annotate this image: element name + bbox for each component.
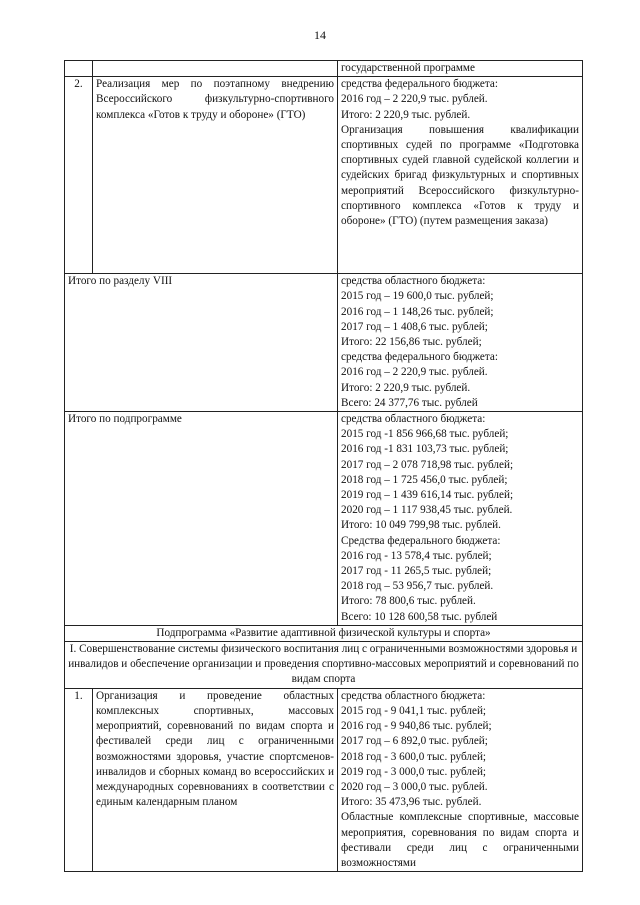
funding-line: 2017 год - 11 265,5 тыс. рублей;	[341, 565, 492, 578]
funding-line: средства областного бюджета:	[341, 689, 486, 702]
funding-line: Итого: 78 800,6 тыс. рублей.	[341, 595, 476, 608]
funding-line: Всего: 24 377,76 тыс. рублей	[341, 396, 478, 409]
funding-paragraph: Областные комплексные спортивные, массовые мероприятия, соревнования по видам спорта и фестивали среди лиц с ограниченными возможностями	[341, 811, 579, 869]
funding-line: 2018 год - 3 600,0 тыс. рублей;	[341, 750, 487, 763]
section-heading: I. Совершенствование системы физического воспитания лиц с ограниченными возможностями здоровья и инвалидов и обеспечение организации и проведения спортивно-массовых мероприятий и соревнований по видам спорта	[65, 642, 583, 689]
funding-line: 2020 год – 3 000,0 тыс. рублей.	[341, 780, 488, 793]
funding-line: Итого: 10 049 799,98 тыс. рублей.	[341, 519, 501, 532]
funding-line: 2016 год - 9 940,86 тыс. рублей;	[341, 720, 492, 733]
table-row	[65, 412, 583, 626]
funding-line: 2017 год – 6 892,0 тыс. рублей;	[341, 735, 488, 748]
funding-line: 2020 год – 1 117 938,45 тыс. рублей.	[341, 504, 513, 517]
funding-line: Средства федерального бюджета:	[341, 534, 501, 547]
table-row	[65, 625, 583, 641]
funding-line: 2016 год - 13 578,4 тыс. рублей;	[341, 549, 492, 562]
num-cell	[65, 61, 93, 77]
funding-line: 2016 год – 2 220,9 тыс. рублей.	[341, 366, 488, 379]
table-row	[65, 61, 583, 77]
funding-line: Итого: 2 220,9 тыс. рублей.	[341, 108, 471, 121]
funding-line: 2015 год -1 856 966,68 тыс. рублей;	[341, 428, 509, 441]
funding-line: 2017 год – 1 408,6 тыс. рублей;	[341, 320, 488, 333]
funding-line: 2016 год – 1 148,26 тыс. рублей;	[341, 305, 494, 318]
table-row	[65, 274, 583, 412]
funding-cell	[338, 274, 583, 412]
num-cell: 2.	[65, 77, 93, 274]
subprogram-heading: Подпрограмма «Развитие адаптивной физической культуры и спорта»	[65, 625, 583, 641]
funding-line: средства федерального бюджета:	[341, 351, 498, 364]
funding-line: 2018 год – 53 956,7 тыс. рублей.	[341, 580, 494, 593]
funding-cell	[338, 77, 583, 274]
funding-line: 2019 год - 3 000,0 тыс. рублей;	[341, 765, 487, 778]
funding-line: 2017 год – 2 078 718,98 тыс. рублей;	[341, 458, 514, 471]
funding-line: 2016 год – 2 220,9 тыс. рублей.	[341, 93, 488, 106]
funding-line: 2015 год – 19 600,0 тыс. рублей;	[341, 290, 494, 303]
funding-line: Итого: 35 473,96 тыс. рублей.	[341, 796, 482, 809]
table-row	[65, 642, 583, 689]
funding-line: 2018 год – 1 725 456,0 тыс. рублей;	[341, 473, 508, 486]
funding-line: 2016 год -1 831 103,73 тыс. рублей;	[341, 443, 509, 456]
page-number: 14	[314, 28, 326, 42]
funding-line: государственной программе	[341, 62, 475, 74]
measure-cell: Реализация мер по поэтапному внедрению Всероссийского физкультурно-спортивного комплекса «Готов к труду и обороне» (ГТО)	[93, 77, 338, 274]
label-cell: Итого по разделу VIII	[65, 274, 338, 412]
label-cell: Итого по подпрограмме	[65, 412, 338, 626]
funding-line: средства федерального бюджета:	[341, 78, 498, 91]
num-cell: 1.	[65, 688, 93, 871]
measure-cell: Организация и проведение областных комплексных спортивных, массовых мероприятий, соревнований по видам спорта и фестивалей среди лиц с ограниченными возможностями здоровья, участие спортсменов-инвалидов и сборных команд во всероссийских и международных соревнованиях в соответствии с единым календарным планом	[93, 688, 338, 871]
funding-line: Итого: 2 220,9 тыс. рублей.	[341, 381, 471, 394]
funding-cell	[338, 688, 583, 871]
table-row	[65, 688, 583, 871]
funding-line: Всего: 10 128 600,58 тыс. рублей	[341, 610, 498, 623]
program-table	[64, 60, 583, 872]
funding-line: Итого: 22 156,86 тыс. рублей;	[341, 336, 482, 349]
funding-cell	[338, 61, 583, 77]
table-row	[65, 77, 583, 274]
funding-line: средства областного бюджета:	[341, 413, 486, 426]
funding-cell	[338, 412, 583, 626]
funding-paragraph: Организация повышения квалификации спортивных судей по программе «Подготовка спортивных судей главной судейской коллегии и судейских бригад физкультурных и спортивных мероприятий Всероссийского физкультурно-спортивного комплекса «Готов к труду и обороне» (ГТО) (путем размещения заказа)	[341, 123, 579, 228]
funding-line: средства областного бюджета:	[341, 275, 486, 288]
funding-line: 2015 год - 9 041,1 тыс. рублей;	[341, 704, 487, 717]
funding-line: 2019 год – 1 439 616,14 тыс. рублей;	[341, 489, 514, 502]
measure-cell	[93, 61, 338, 77]
